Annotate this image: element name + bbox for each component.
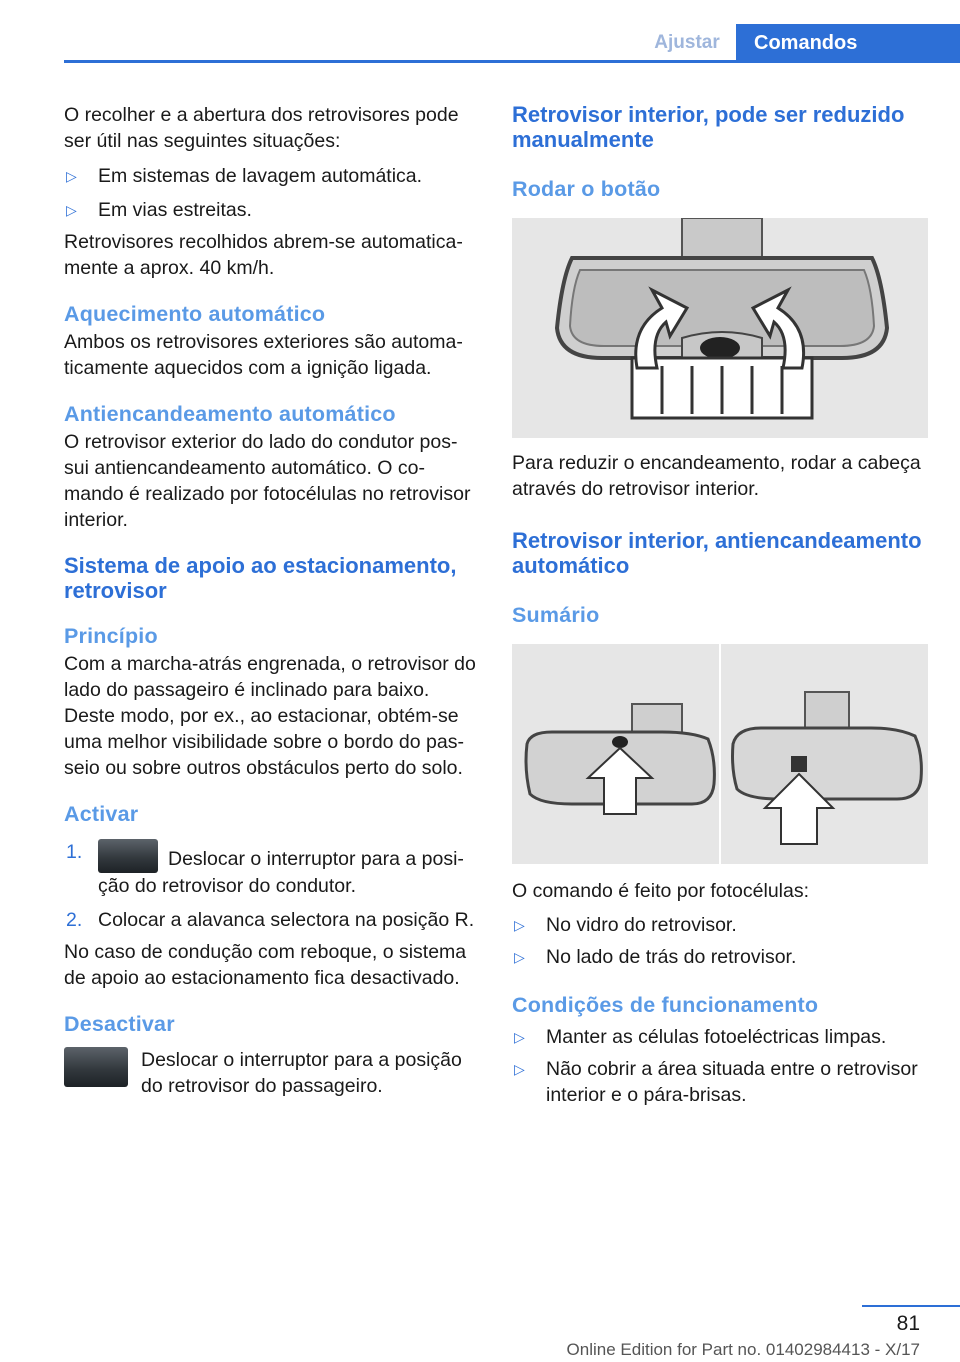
tab-comandos[interactable]: Comandos bbox=[736, 24, 960, 62]
rodar-text: Para reduzir o encandeamento, rodar a cabeça através do retrovisor interior. bbox=[512, 452, 921, 500]
rodar-heading: Rodar o botão bbox=[512, 177, 661, 201]
reduzido-heading: Retrovisor interior, pode ser reduzido manualmente bbox=[512, 102, 905, 152]
mirror-front-illustration bbox=[512, 644, 719, 864]
photocell-front-icon bbox=[512, 644, 719, 864]
mirror-back-illustration bbox=[721, 644, 928, 864]
page-number: 81 bbox=[896, 1312, 920, 1335]
list-item: ▷ Em vias estreitas. bbox=[66, 199, 252, 221]
principio-heading: Princípio bbox=[64, 624, 158, 648]
sistema-heading: Sistema de apoio ao estacionamento, retrovisor bbox=[64, 553, 457, 603]
triangle-bullet-icon: ▷ bbox=[66, 202, 77, 218]
principio-text: Com a marcha-atrás engrenada, o retrovisor do lado do passageiro é inclinado para baixo. Deste modo, por ex., ao estacionar, obtém-se uma melhor visibilidade sobre o bordo do pas- seio ou sobre outros obstáculos perto do solo. bbox=[64, 653, 476, 779]
step-number: 2. bbox=[66, 909, 83, 931]
list-item: ▷ Não cobrir a área situada entre o retrovisor interior e o pára-brisas. bbox=[514, 1058, 918, 1106]
step-number: 1. bbox=[66, 841, 83, 863]
desactivar-text: Deslocar o interruptor para a posição do retrovisor do passageiro. bbox=[141, 1049, 462, 1097]
antiencandeamento-interior-heading: Retrovisor interior, antiencandeamento automático bbox=[512, 528, 922, 578]
desactivar-row bbox=[64, 1047, 480, 1099]
mirror-switch-icon bbox=[64, 1047, 128, 1087]
rotating-mirror-illustration bbox=[512, 218, 928, 438]
list-item: ▷ No lado de trás do retrovisor. bbox=[514, 946, 797, 968]
reboque-text: No caso de condução com reboque, o sistema de apoio ao estacionamento fica desactivado. bbox=[64, 941, 467, 989]
edition-note: Online Edition for Part no. 01402984413 - X/17 bbox=[566, 1340, 920, 1359]
triangle-bullet-icon: ▷ bbox=[514, 949, 525, 965]
photocell-back-icon bbox=[721, 644, 928, 864]
triangle-bullet-icon: ▷ bbox=[514, 917, 525, 933]
rearview-mirror-icon bbox=[512, 218, 928, 438]
intro-text: O recolher e a abertura dos retrovisores pode ser útil nas seguintes situações: bbox=[64, 104, 459, 152]
list-item: 2. Colocar a alavanca selectora na posição R. bbox=[66, 909, 475, 931]
left-column bbox=[64, 102, 480, 1099]
list-item: ▷ Em sistemas de lavagem automática. bbox=[66, 165, 423, 187]
triangle-bullet-icon: ▷ bbox=[514, 1061, 525, 1077]
header-rule bbox=[64, 60, 960, 63]
antiencandeamento-text: O retrovisor exterior do lado do condutor pos- sui antiencandeamento automático. O co- mando é realizado por fotocélulas no retrovisor interior. bbox=[64, 431, 471, 531]
activar-heading: Activar bbox=[64, 802, 139, 826]
antiencandeamento-heading: Antiencandeamento automático bbox=[64, 402, 396, 426]
mirror-switch-icon bbox=[98, 839, 158, 873]
triangle-bullet-icon: ▷ bbox=[514, 1029, 525, 1045]
aquecimento-heading: Aquecimento automático bbox=[64, 302, 326, 326]
recolhidos-text: Retrovisores recolhidos abrem-se automatica- mente a aprox. 40 km/h. bbox=[64, 231, 463, 279]
condicoes-heading: Condições de funcionamento bbox=[512, 993, 819, 1017]
sumario-heading: Sumário bbox=[512, 603, 600, 627]
photocell-illustrations bbox=[512, 644, 928, 864]
aquecimento-text: Ambos os retrovisores exteriores são automa- ticamente aquecidos com a ignição ligada. bbox=[64, 331, 463, 379]
footer-rule bbox=[862, 1305, 960, 1307]
desactivar-heading: Desactivar bbox=[64, 1012, 175, 1036]
triangle-bullet-icon: ▷ bbox=[66, 168, 77, 184]
right-column bbox=[512, 102, 932, 1108]
tab-ajustar[interactable]: Ajustar bbox=[654, 32, 720, 53]
fotocelulas-text: O comando é feito por fotocélulas: bbox=[512, 880, 810, 902]
list-item: ▷ Manter as células fotoeléctricas limpas. bbox=[514, 1026, 887, 1048]
list-item: ▷ No vidro do retrovisor. bbox=[514, 914, 737, 936]
list-item: 1. Deslocar o interruptor para a posi- ção do retrovisor do condutor. bbox=[66, 841, 464, 897]
